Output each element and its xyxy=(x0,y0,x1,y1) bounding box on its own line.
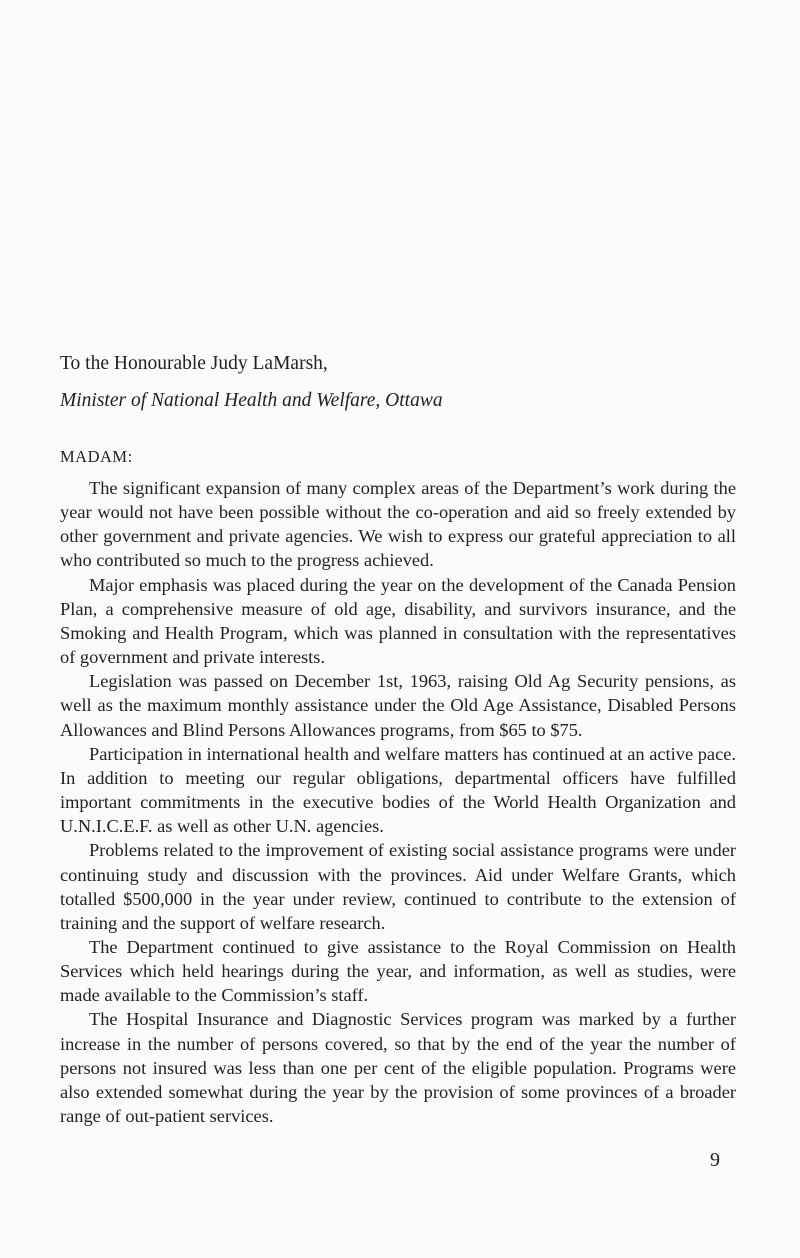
paragraph: Problems related to the improvement of existing social assistance programs were under continuing study and discussion with the provinces. Aid under Welfare Grants, which totalled $500,000 in the year under review, continued to contribute to the extension of training and the support of welfare research. xyxy=(60,840,736,933)
paragraph: Legislation was passed on December 1st, 1963, raising Old Ag Security pensions, as well as the maximum monthly assistance under the Old Age Assistance, Disabled Persons Allowances and Blind Persons Allowances programs, from $65 to $75. xyxy=(60,671,736,740)
addressee-line: To the Honourable Judy LaMarsh, xyxy=(60,353,328,374)
page-number: 9 xyxy=(710,1149,720,1171)
salutation: MADAM: xyxy=(60,447,133,466)
paragraph: Participation in international health and welfare matters has continued at an active pace. In addition to meeting our regular obligations, departmental officers have fulfilled important commitments in the executive bodies of the World Health Organization and U.N.I.C.E.F. as well as other U.N. agencies. xyxy=(60,743,736,837)
paragraph: Major emphasis was placed during the year on the development of the Canada Pension Plan, a comprehensive measure of old age, disability, and survivors insurance, and the Smoking and Health Program, which was planned in consultation with the representatives of government and private interests. xyxy=(60,574,736,668)
letter-body xyxy=(60,476,736,1128)
paragraph: The Department continued to give assistance to the Royal Commission on Health Services which held hearings during the year, and information, as well as studies, were made available to the Commission’s staff. xyxy=(60,936,736,1006)
addressee-title: Minister of National Health and Welfare, Ottawa xyxy=(60,390,443,411)
paragraph: The significant expansion of many complex areas of the Department’s work during the year would not have been possible without the co-operation and aid so freely extended by other government and private agencies. We wish to express our grateful appreciation to all who contributed so much to the progress achieved. xyxy=(60,478,736,571)
paragraph: The Hospital Insurance and Diagnostic Services program was marked by a further increase in the number of persons covered, so that by the end of the year the number of persons not insured was less than one per cent of the eligible population. Programs were also extended somewhat during the year by the provision of some provinces of a broader range of out-patient services. xyxy=(60,1009,736,1127)
